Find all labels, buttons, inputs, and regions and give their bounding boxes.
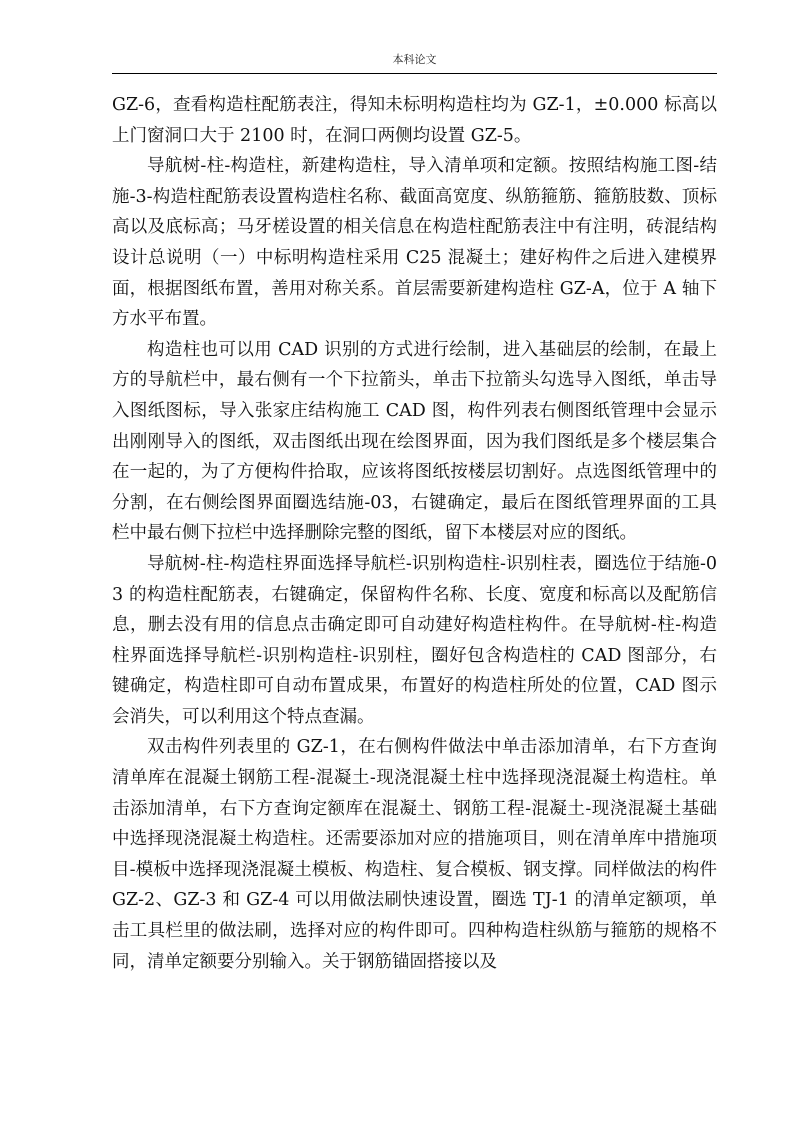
paragraph-3: 构造柱也可以用 CAD 识别的方式进行绘制，进入基础层的绘制，在最上方的导航栏中，最右侧有一个下拉箭头，单击下拉箭头勾选导入图纸，单击导入图纸图标，导入张家庄结构施工 CAD 图，构件列表右侧图纸管理中会显示出刚刚导入的图纸，双击图纸出现在绘图界面，因为我们图纸是多个楼层集合在一起的，为了方便构件拾取，应该将图纸按楼层切割好。点选图纸管理中的分割，在右侧绘图界面圈选结施-03，右键确定，最后在图纸管理界面的工具栏中最右侧下拉栏中选择删除完整的图纸，留下本楼层对应的图纸。 xyxy=(112,339,717,544)
header-divider xyxy=(112,73,717,74)
paragraph-4: 导航树-柱-构造柱界面选择导航栏-识别构造柱-识别柱表，圈选位于结施-03 的构造柱配筋表，右键确定，保留构件名称、长度、宽度和标高以及配筋信息，删去没有用的信息点击确定即可自动建好构造柱构件。在导航树-柱-构造柱界面选择导航栏-识别构造柱-识别柱，圈好包含构造柱的 CAD 图部分，右键确定，构造柱即可自动布置成果，布置好的构造柱所处的位置，CAD 图示会消失，可以利用这个特点查漏。 xyxy=(112,553,717,727)
body-text xyxy=(112,90,717,977)
paragraph-5: 双击构件列表里的 GZ-1，在右侧构件做法中单击添加清单，右下方查询清单库在混凝土钢筋工程-混凝土-现浇混凝土柱中选择现浇混凝土构造柱。单击添加清单，右下方查询定额库在混凝土、钢筋工程-混凝土-现浇混凝土基础中选择现浇混凝土构造柱。还需要添加对应的措施项目，则在清单库中措施项目-模板中选择现浇混凝土模板、构造柱、复合模板、钢支撑。同样做法的构件 GZ-2、GZ-3 和 GZ-4 可以用做法刷快速设置，圈选 TJ-1 的清单定额项，单击工具栏里的做法刷，选择对应的构件即可。四种构造柱纵筋与箍筋的规格不同，清单定额要分别输入。关于钢筋锚固搭接以及 xyxy=(112,737,717,972)
paragraph-1: GZ-6，查看构造柱配筋表注，得知未标明构造柱均为 GZ-1，±0.000 标高以上门窗洞口大于 2100 时，在洞口两侧均设置 GZ-5。 xyxy=(112,95,717,146)
page-header-title: 本科论文 xyxy=(392,53,437,66)
paragraph-2: 导航树-柱-构造柱，新建构造柱，导入清单项和定额。按照结构施工图-结施-3-构造柱配筋表设置构造柱名称、截面高宽度、纵筋箍筋、箍筋肢数、顶标高以及底标高；马牙槎设置的相关信息在构造柱配筋表注中有注明，砖混结构设计总说明（一）中标明构造柱采用 C25 混凝土；建好构件之后进入建模界面，根据图纸布置，善用对称关系。首层需要新建构造柱 GZ-A，位于 A 轴下方水平布置。 xyxy=(112,156,717,330)
